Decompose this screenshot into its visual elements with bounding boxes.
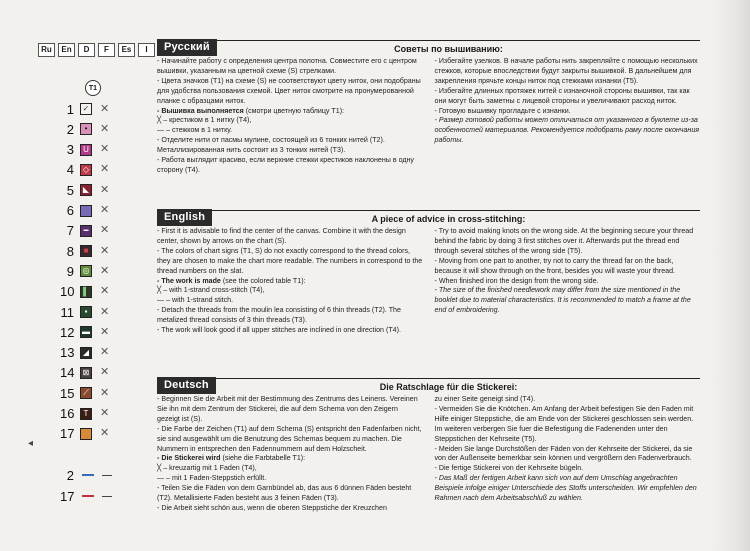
paragraph: ╳ – kreuzartig mit 1 Faden (T4), bbox=[157, 464, 257, 473]
right-column bbox=[435, 227, 701, 336]
key-number: 8 bbox=[66, 243, 74, 259]
cross-stitch-icon: ✕ bbox=[100, 183, 110, 196]
symbol-icon bbox=[81, 206, 91, 216]
key-number: 1 bbox=[66, 101, 74, 117]
cross-stitch-icon: ✕ bbox=[100, 122, 110, 135]
key-number: 2 bbox=[66, 121, 74, 137]
cross-stitch-icon: ✕ bbox=[100, 143, 110, 156]
cross-stitch-icon: ✕ bbox=[100, 346, 110, 359]
symbol-icon: ▪ bbox=[84, 307, 88, 316]
paragraph: - Meiden Sie lange Durchstößen der Fäden von der Kehrseite der Stickerei, da sie von der Außenseite bemerkbar sein können und vergrößern den Fadenverbrauch. bbox=[434, 444, 693, 463]
key-number: 17 bbox=[60, 488, 75, 504]
key-number: 15 bbox=[60, 385, 75, 401]
paragraph: - Размер готовой работы может отличаться от указанного в буклете из-за особенностей материалов. Рекомендуется подобрать раму после окончания работы. bbox=[434, 116, 700, 145]
key-number: 3 bbox=[66, 142, 74, 158]
symbol-icon: U bbox=[83, 144, 89, 154]
paragraph: - Try to avoid making knots on the wrong side. At the beginning secure your thread behind the fabric by doing 3 first stitches over it. Afterwards put the thread end through several stitches of the wrong side (T5). bbox=[434, 227, 694, 255]
section-header bbox=[157, 210, 700, 226]
key-row bbox=[60, 425, 140, 443]
symbol-icon: ◢ bbox=[82, 347, 90, 357]
paragraph: - Die Arbeit sieht schön aus, wenn die oberen Steppstiche der Kreuzchen bbox=[157, 503, 387, 512]
symbol-icon: ▬ bbox=[82, 327, 90, 337]
key-row bbox=[60, 120, 140, 138]
paragraph: - Отделите нити от пасмы мулине, состоящей из 6 тонких нитей (T2). Металлизированная нить состоит из 3 тонких нитей (T3). bbox=[157, 136, 385, 155]
paragraph: - The colors of chart signs (T1, S) do not exactly correspond to the thread colors, they are chosen to make the chart more readable. The numbers in correspond to the thread numbers on the slat. bbox=[157, 246, 423, 275]
symbol-icon: ▌ bbox=[83, 286, 89, 296]
paragraph: — – mit 1 Faden-Steppstich erfüllt. bbox=[157, 474, 267, 483]
cross-stitch-icon: ✕ bbox=[100, 163, 110, 176]
cross-stitch-icon: ✕ bbox=[100, 224, 110, 237]
cross-stitch-icon: ✕ bbox=[100, 285, 110, 298]
key-row bbox=[60, 242, 140, 260]
key-row bbox=[60, 323, 140, 341]
cross-stitch-icon: ✕ bbox=[100, 325, 110, 338]
key-row bbox=[60, 161, 140, 179]
color-swatch bbox=[80, 103, 92, 115]
backstitch-row bbox=[60, 467, 150, 483]
backstitch-line bbox=[82, 495, 94, 497]
key-row bbox=[60, 222, 140, 240]
color-swatch bbox=[80, 408, 92, 420]
color-swatch bbox=[80, 184, 92, 196]
key-number: 10 bbox=[60, 284, 75, 300]
color-swatch bbox=[80, 286, 92, 298]
paragraph: - The work is made (see the colored table T1): bbox=[157, 276, 306, 285]
backstitch-line bbox=[82, 474, 94, 476]
language-tab[interactable]: F bbox=[98, 43, 115, 57]
cross-stitch-icon: ✕ bbox=[100, 264, 110, 277]
paragraph: zu einer Seite geneigt sind (T4). bbox=[434, 395, 536, 403]
paragraph: - Готовую вышивку прогладьте с изнанки. bbox=[434, 106, 571, 115]
arrow-left-icon: ◂ bbox=[28, 438, 34, 449]
color-swatch bbox=[80, 428, 92, 440]
key-number: 4 bbox=[66, 162, 74, 178]
key-number: 9 bbox=[66, 263, 74, 279]
cross-stitch-icon: ✕ bbox=[100, 102, 110, 115]
color-swatch bbox=[80, 144, 92, 156]
left-column bbox=[157, 227, 423, 336]
color-swatch bbox=[80, 265, 92, 277]
section-title: Советы по вышиванию: bbox=[394, 44, 503, 54]
paragraph: - Работа выглядит красиво, если верхние стежки крестиков наклонены в одну сторону (T4). bbox=[157, 156, 414, 174]
symbol-icon: ⊠ bbox=[82, 367, 90, 377]
paragraph: - Vermeiden Sie die Knötchen. Am Anfang der Arbeit befestigen Sie den Faden mit Hilfe einiger Steppstiche, die am Ende von der Stickerei geschlossen sein werden. Im weiteren verbergen Sie fuer die Befestigung die Fadenenden unter den Steppstichen der Kehrseite (T5). bbox=[434, 404, 694, 443]
paragraph: - Die Farbe der Zeichen (T1) auf dem Schema (S) entspricht den Fadenfarben nicht, sie sind ausgewählt um die Benutzung des Schemas bequem zu machen. Die Nummern in entsprechen den Fadennummern auf dem Holzscheit. bbox=[157, 424, 422, 453]
key-row bbox=[60, 344, 140, 362]
backstitch-row bbox=[60, 488, 150, 504]
paragraph: - Die Stickerei wird (siehe die Farbtabelle T1): bbox=[157, 454, 306, 463]
key-number: 17 bbox=[60, 426, 75, 442]
paragraph: - Teilen Sie die Fäden von dem Garnbündel ab, das aus 6 dünnen Fäden besteht (T2). Metallisierte Faden besteht aus 3 feinen Fäden (T3). bbox=[157, 484, 412, 503]
key-number: 5 bbox=[66, 182, 74, 198]
paragraph: ╳ – крестиком в 1 нитку (T4), bbox=[157, 116, 252, 125]
symbol-icon: ⟋ bbox=[83, 388, 89, 398]
key-row bbox=[60, 283, 140, 301]
color-swatch bbox=[80, 123, 92, 135]
key-number: 6 bbox=[66, 203, 74, 218]
key-row bbox=[60, 100, 140, 118]
paragraph: — – стежком в 1 нитку. bbox=[157, 126, 233, 135]
paragraph: — – with 1-strand stitch. bbox=[157, 296, 234, 305]
symbol-icon: ◎ bbox=[82, 266, 90, 276]
section-german bbox=[157, 378, 700, 514]
cross-stitch-icon: ✕ bbox=[100, 427, 110, 440]
paragraph: - Избегайте узелков. В начале работы нить закрепляйте с помощью нескольких стежков, которые впоследствии будут закрыты вышивкой. В дальнейшем для закрепления прячьте концы ниток под стежками изнанки (T5). bbox=[434, 57, 698, 85]
paragraph: - Die fertige Stickerei von der Kehrseite bügeln. bbox=[434, 464, 584, 473]
color-swatch bbox=[80, 306, 92, 318]
color-swatch bbox=[80, 367, 92, 379]
color-swatch bbox=[80, 225, 92, 237]
symbol-icon: ━ bbox=[83, 225, 89, 235]
key-row bbox=[60, 202, 140, 220]
language-tabs bbox=[38, 43, 155, 57]
paragraph: ╳ – with 1-strand cross-stitch (T4), bbox=[157, 286, 265, 295]
section-header bbox=[157, 40, 700, 56]
cross-stitch-icon: ✕ bbox=[100, 305, 110, 318]
key-number: 14 bbox=[60, 365, 75, 381]
t1-badge: T1 bbox=[85, 80, 101, 96]
paragraph: - Избегайте длинных протяжек нитей с изнаночной стороны вышивки, так как они могут быть заметны с лицевой стороны и увеличивают расход ниток. bbox=[434, 86, 690, 105]
key-number: 2 bbox=[66, 467, 74, 483]
key-number: 16 bbox=[60, 406, 75, 421]
key-row bbox=[60, 364, 140, 382]
section-title: A piece of advice in cross-stitching: bbox=[371, 214, 526, 224]
cross-stitch-icon: ✕ bbox=[100, 204, 110, 216]
key-row bbox=[60, 141, 140, 159]
section-russian bbox=[157, 40, 700, 176]
key-number: 13 bbox=[60, 345, 75, 361]
cross-stitch-icon: ✕ bbox=[100, 407, 110, 419]
symbol-icon: • bbox=[84, 124, 88, 134]
paragraph: - The size of the finished needlework may differ from the size mentioned in the booklet due to material characteristics. It is recommended to match a frame at the end of embroidering. bbox=[434, 286, 691, 315]
section-title: Die Ratschlage für die Stickerei: bbox=[379, 382, 518, 392]
section-label: Deutsch bbox=[157, 377, 216, 394]
section-header bbox=[157, 378, 700, 394]
color-swatch bbox=[80, 347, 92, 359]
symbol-icon: ◣ bbox=[82, 185, 90, 195]
symbol-icon: ◇ bbox=[82, 164, 90, 174]
symbol-icon bbox=[81, 429, 91, 439]
page-edge-shadow bbox=[710, 0, 750, 551]
paragraph: - Moving from one part to another, try not to carry the thread far on the back, because it will show through on the front, besides you will waste your thread. bbox=[434, 256, 676, 275]
language-tab[interactable]: D bbox=[78, 43, 95, 57]
color-swatch bbox=[80, 164, 92, 176]
key-number: 11 bbox=[60, 304, 74, 320]
language-tab[interactable]: En bbox=[58, 43, 75, 57]
paragraph: - First it is advisable to find the center of the canvas. Combine it with the design center, shown by arrows on the chart (S). bbox=[157, 227, 406, 245]
key-row bbox=[60, 181, 140, 199]
cross-stitch-icon: ✕ bbox=[100, 244, 110, 257]
language-tab[interactable]: Es bbox=[118, 43, 135, 57]
color-swatch bbox=[80, 205, 92, 217]
left-column bbox=[157, 395, 423, 514]
paragraph: - Das Maß der fertigen Arbeit kann sich von auf dem Umschlag angebrachten Beispiele infolge einiger Unterschiede des Stoffs unterscheiden. Wir empfehlen den Rahmen nach dem Arbeitsabschluß zu wählen. bbox=[434, 474, 697, 503]
color-swatch bbox=[80, 387, 92, 399]
key-row bbox=[60, 262, 140, 280]
paragraph: - Цвета значков (T1) на схеме (S) не соответствуют цвету ниток, они подобраны для удобства пользования схемой. Цвет ниток смотрите на пронумерованной планке с образцами ниток. bbox=[157, 76, 421, 105]
section-english bbox=[157, 210, 700, 336]
key-number: 12 bbox=[60, 324, 75, 340]
paragraph: - When finished iron the design from the wrong side. bbox=[434, 276, 599, 285]
stitch-dash-icon bbox=[102, 496, 112, 497]
color-swatch bbox=[80, 326, 92, 338]
key-row bbox=[60, 384, 140, 402]
paragraph: - Начинайте работу с определения центра полотна. Совместите его с центром вышивки, указанным на цветной схеме (S) стрелками. bbox=[157, 57, 417, 75]
language-tab[interactable]: I bbox=[138, 43, 155, 57]
cross-stitch-icon: ✕ bbox=[100, 386, 110, 399]
section-label: English bbox=[157, 209, 212, 226]
paragraph: - Вышивка выполняется (смотри цветную таблицу T1): bbox=[157, 106, 345, 115]
key-row bbox=[60, 405, 140, 423]
paragraph: - Beginnen Sie die Arbeit mit der Bestimmung des Zentrums des Leinens. Vereinen Sie ihn mit dem Zentrum der Stickerei, die auf dem Schema von den Zeigern gezeigt ist (S). bbox=[157, 395, 418, 423]
left-column bbox=[157, 57, 423, 176]
symbol-icon: ✓ bbox=[82, 104, 90, 113]
right-column bbox=[435, 395, 701, 514]
symbol-icon: T bbox=[83, 408, 89, 418]
key-number: 7 bbox=[66, 223, 74, 239]
stitch-dash-icon bbox=[102, 475, 112, 476]
paragraph: - The work will look good if all upper stitches are inclined in one direction (T4). bbox=[157, 326, 401, 335]
symbol-icon: ■ bbox=[83, 246, 89, 256]
language-tab[interactable]: Ru bbox=[38, 43, 55, 57]
paragraph: - Detach the threads from the moulin lea consisting of 6 thin threads (T2). The metalized thread consists of 3 thin threads (T3). bbox=[157, 306, 401, 325]
right-column bbox=[435, 57, 701, 176]
cross-stitch-icon: ✕ bbox=[100, 366, 110, 379]
section-label: Русский bbox=[157, 39, 217, 56]
color-swatch bbox=[80, 245, 92, 257]
key-row bbox=[60, 303, 140, 321]
